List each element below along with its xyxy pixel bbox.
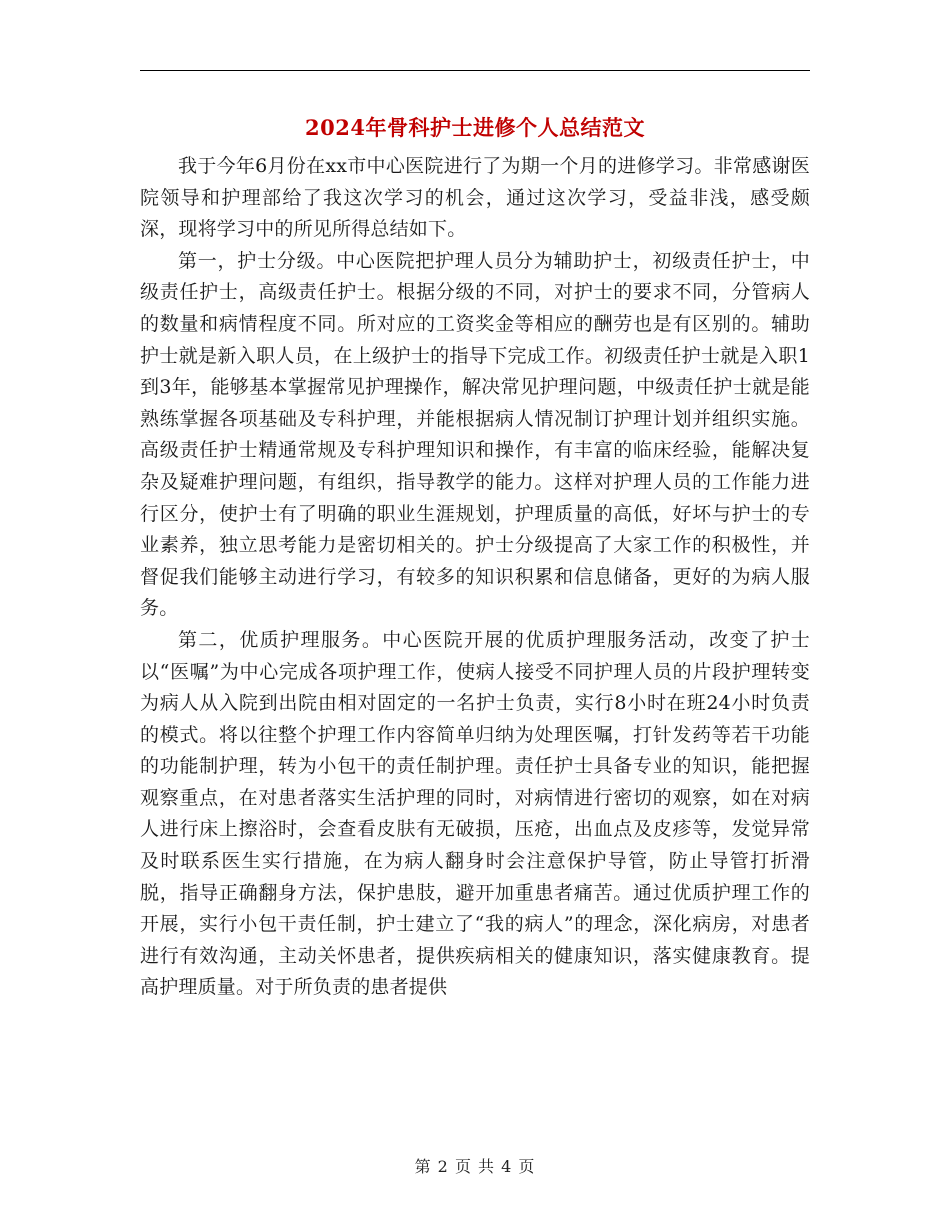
document-body <box>140 151 810 1004</box>
paragraph-quality-nursing: 第二，优质护理服务。中心医院开展的优质护理服务活动，改变了护士以“医嘱”为中心完成各项护理工作，使病人接受不同护理人员的片段护理转变为病人从入院到出院由相对固定的一名护士负责，实行8小时在班24小时负责的模式。将以往整个护理工作内容简单归纳为处理医嘱，打针发药等若干功能的功能制护理，转为小包干的责任制护理。责任护士具备专业的知识，能把握观察重点，在对患者落实生活护理的同时，对病情进行密切的观察，如在对病人进行床上擦浴时，会查看皮肤有无破损，压疮，出血点及皮疹等，发觉异常及时联系医生实行措施，在为病人翻身时会注意保护导管，防止导管打折滑脱，指导正确翻身方法，保护患肢，避开加重患者痛苦。通过优质护理工作的开展，实行小包干责任制，护士建立了“我的病人”的理念，深化病房，对患者进行有效沟通，主动关怀患者，提供疾病相关的健康知识，落实健康教育。提高护理质量。对于所负责的患者提供 <box>140 628 810 999</box>
document-title: 2024年骨科护士进修个人总结范文 <box>305 115 645 140</box>
paragraph-nurse-grading: 第一，护士分级。中心医院把护理人员分为辅助护士，初级责任护士，中级责任护士，高级责任护士。根据分级的不同，对护士的要求不同，分管病人的数量和病情程度不同。所对应的工资奖金等相应的酬劳也是有区别的。辅助护士就是新入职人员，在上级护士的指导下完成工作。初级责任护士就是入职1到3年，能够基本掌握常见护理操作，解决常见护理问题，中级责任护士就是能熟练掌握各项基础及专科护理，并能根据病人情况制订护理计划并组织实施。高级责任护士精通常规及专科护理知识和操作，有丰富的临床经验，能解决复杂及疑难护理问题，有组织，指导教学的能力。这样对护理人员的工作能力进行区分，使护士有了明确的职业生涯规划，护理质量的高低，好坏与护士的专业素养，独立思考能力是密切相关的。护士分级提高了大家工作的积极性，并督促我们能够主动进行学习，有较多的知识积累和信息储备，更好的为病人服务。 <box>140 249 810 620</box>
paragraph-intro: 我于今年6月份在xx市中心医院进行了为期一个月的进修学习。非常感谢医院领导和护理部给了我这次学习的机会，通过这次学习，受益非浅，感受颇深，现将学习中的所见所得总结如下。 <box>140 155 810 241</box>
header-rule <box>140 70 810 71</box>
page-number-footer: 第 2 页 共 4 页 <box>414 1157 536 1176</box>
